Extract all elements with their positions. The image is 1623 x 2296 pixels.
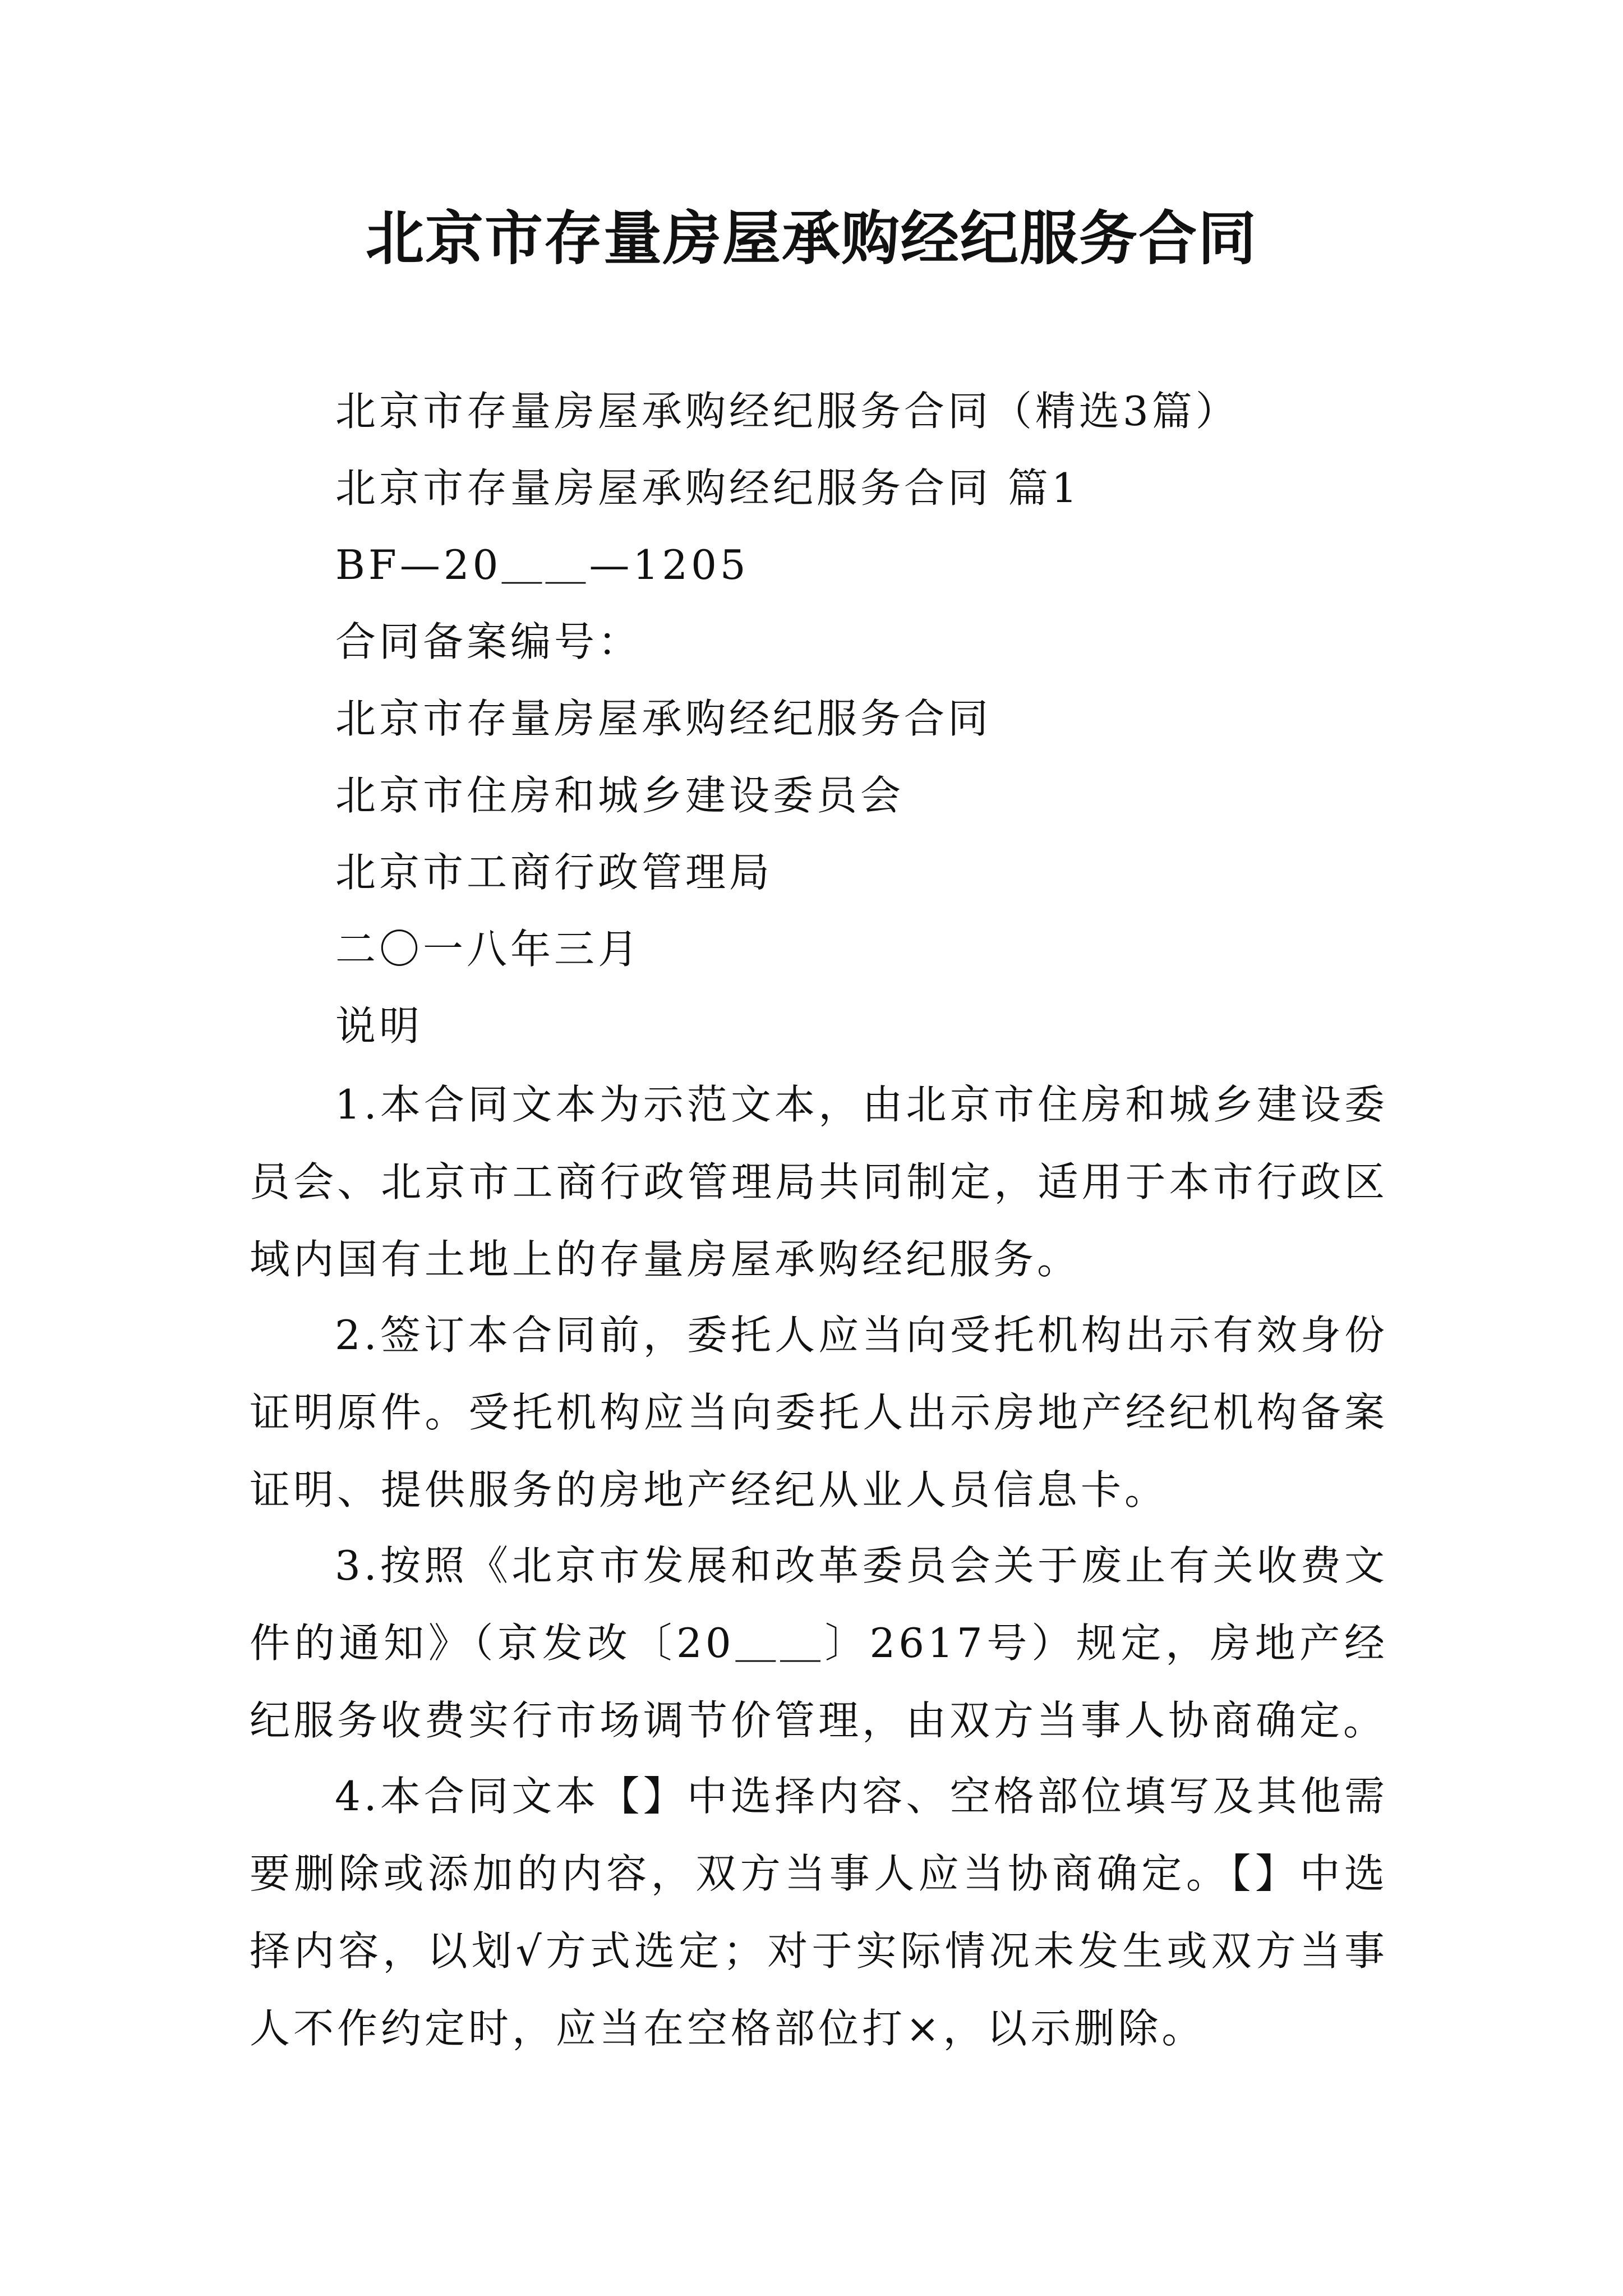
note-paragraph-3: 3.按照《北京市发展和改革委员会关于废止有关收费文件的通知》（京发改〔20＿＿〕2617号）规定，房地产经纪服务收费实行市场调节价管理，由双方当事人协商确定。 — [250, 1542, 1388, 1744]
collection-title: 北京市存量房屋承购经纪服务合同（精选3篇） — [335, 388, 1239, 435]
note-paragraph-4: 4.本合同文本【】中选择内容、空格部位填写及其他需要删除或添加的内容，双方当事人应当协商确定。【】中选择内容，以划√方式选定；对于实际情况未发生或双方当事人不作约定时，应当在空格部位打×，以示删除。 — [250, 1773, 1388, 2052]
issuer-housing-commission: 北京市住房和城乡建设委员会 — [335, 772, 905, 819]
note-paragraph-1: 1.本合同文本为示范文本，由北京市住房和城乡建设委员会、北京市工商行政管理局共同制定，适用于本市行政区域内国有土地上的存量房屋承购经纪服务。 — [250, 1081, 1388, 1283]
note-paragraph-2: 2.签订本合同前，委托人应当向受托机构出示有效身份证明原件。受托机构应当向委托人出示房地产经纪机构备案证明、提供服务的房地产经纪从业人员信息卡。 — [250, 1312, 1388, 1513]
part-title: 北京市存量房屋承购经纪服务合同 篇1 — [335, 464, 1081, 512]
filing-number-label: 合同备案编号： — [335, 618, 642, 665]
form-code: BF—20＿＿—1205 — [335, 541, 749, 588]
issue-date: 二〇一八年三月 — [335, 926, 642, 973]
contract-name: 北京市存量房屋承购经纪服务合同 — [335, 695, 992, 742]
document-title: 北京市存量房屋承购经纪服务合同 — [365, 204, 1257, 273]
notes-heading: 说明 — [335, 1002, 423, 1050]
issuer-commerce-bureau: 北京市工商行政管理局 — [335, 849, 773, 896]
